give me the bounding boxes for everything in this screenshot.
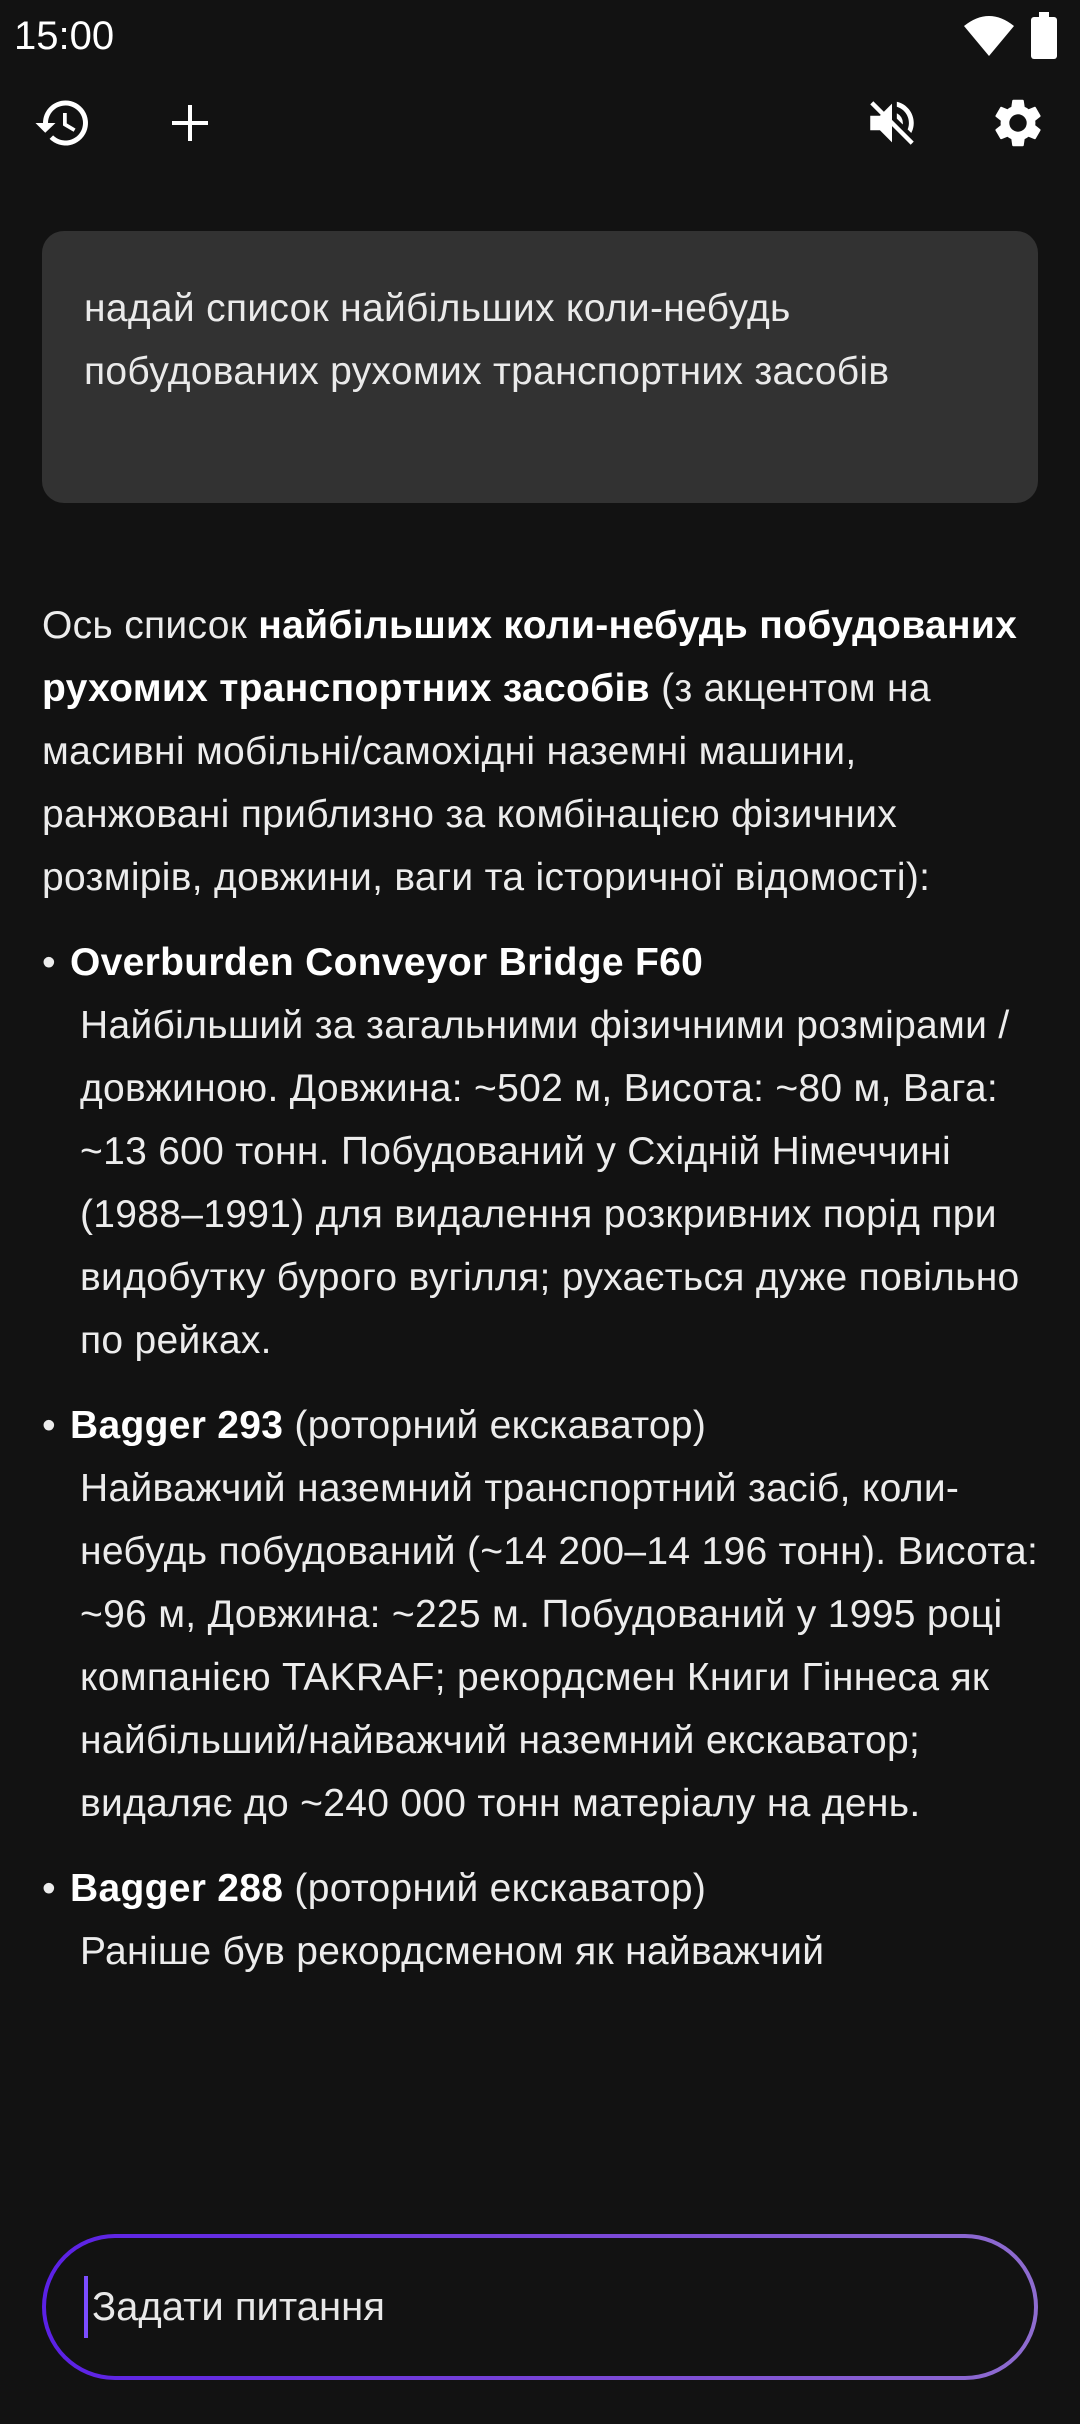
text-caret (84, 2276, 88, 2338)
question-input-inner (46, 2238, 1034, 2376)
answer-intro (42, 594, 1042, 909)
bullet: • (42, 1867, 56, 1910)
user-message-text: надай список найбільших коли-небудь побудованих рухомих транспортних засобів (84, 287, 890, 393)
bullet: • (42, 941, 56, 984)
status-time: 15:00 (14, 14, 115, 58)
intro-bold: найбільших коли-небудь побудованих рухомих транспортних засобів (42, 604, 1018, 710)
item-subtitle: (роторний екскаватор) (283, 1404, 707, 1447)
battery-icon (1030, 12, 1058, 64)
top-toolbar (0, 90, 1080, 160)
status-bar (0, 0, 1080, 80)
plus-icon (166, 99, 214, 151)
assistant-answer (42, 594, 1042, 2005)
list-item (42, 1394, 1042, 1835)
question-input-container[interactable] (42, 2234, 1038, 2380)
bullet: • (42, 1404, 56, 1447)
intro-prefix: Ось список (42, 604, 259, 647)
wifi-icon (962, 14, 1016, 62)
item-description: Найбільший за загальними фізичними розмірами / довжиною. Довжина: ~502 м, Висота: ~80 м, Вага: ~13 600 тонн. Побудований у Східній Німеччині (1988–1991) для видалення розкривних порід при видобутку бурого вугілля; рухається дуже повільно по рейках. (80, 1004, 1020, 1362)
status-icons (962, 12, 1058, 64)
item-title: Bagger 288 (70, 1867, 284, 1910)
question-input[interactable] (90, 2284, 954, 2331)
answer-viewport (0, 560, 1080, 2180)
list-item (42, 1857, 1042, 1983)
intro-suffix: (з акцентом на масивні мобільні/самохідні наземні машини, ранжовані приблизно за комбінацією фізичних розмірів, довжини, ваги та історичної відомості): (42, 667, 931, 899)
item-title: Bagger 293 (70, 1404, 284, 1447)
item-title: Overburden Conveyor Bridge F60 (70, 941, 704, 984)
item-description: Найважчий наземний транспортний засіб, коли-небудь побудований (~14 200–14 196 тонн). Висота: ~96 м, Довжина: ~225 м. Побудований у 1995 році компанією TAKRAF; рекордсмен Книги Гіннеса як найбільший/найважчий наземний екскаватор; видаляє до ~240 000 тонн матеріалу на день. (80, 1467, 1039, 1825)
history-icon (33, 93, 93, 157)
settings-button[interactable] (983, 90, 1053, 160)
gear-icon (989, 94, 1047, 156)
item-description: Раніше був рекордсменом як найважчий (80, 1930, 825, 1973)
history-button[interactable] (28, 90, 98, 160)
item-subtitle: (роторний екскаватор) (283, 1867, 707, 1910)
mute-button[interactable] (857, 90, 927, 160)
list-item (42, 931, 1042, 1372)
new-chat-button[interactable] (155, 90, 225, 160)
volume-off-icon (863, 94, 921, 156)
user-message-bubble (42, 231, 1038, 503)
